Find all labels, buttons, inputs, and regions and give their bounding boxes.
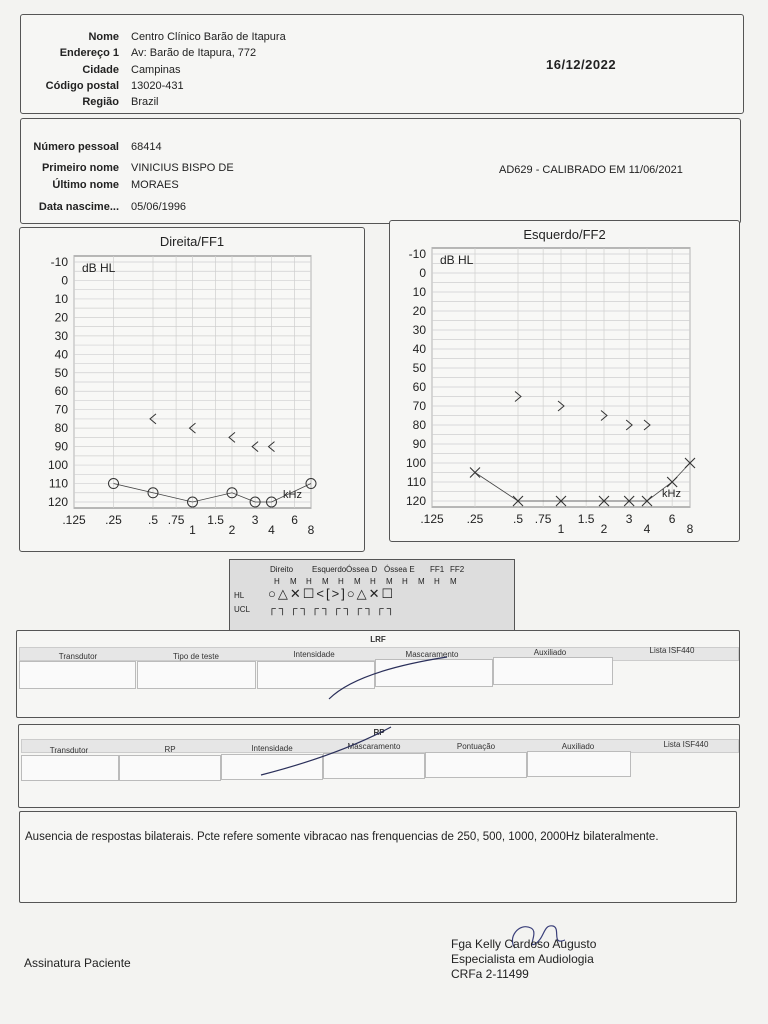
rp-col-rp: RP xyxy=(164,745,176,754)
x-tick-label: .125 xyxy=(420,512,444,526)
y-axis-label: dB HL xyxy=(440,253,474,267)
y-tick-label: 90 xyxy=(54,439,68,454)
x-tick-label: .5 xyxy=(512,512,524,526)
x-tick-label: 3 xyxy=(251,513,259,527)
clinic-region: Brazil xyxy=(131,96,159,108)
legend-sub: M xyxy=(290,577,297,586)
y-tick-label: 40 xyxy=(54,347,68,362)
y-tick-label: 60 xyxy=(54,384,68,399)
clinic-name: Centro Clínico Barão de Itapura xyxy=(131,31,286,43)
x-tick-label: 8 xyxy=(307,523,315,537)
y-tick-label: 110 xyxy=(48,476,68,491)
x-tick-label: 3 xyxy=(625,512,633,526)
y-tick-label: 50 xyxy=(412,361,426,375)
y-tick-label: 110 xyxy=(406,475,426,489)
rp-col-score: Pontuação xyxy=(456,742,496,751)
x-tick-label: .25 xyxy=(105,513,122,527)
x-tick-label: .125 xyxy=(62,513,86,527)
first-name-label: Primeiro nome xyxy=(41,162,119,174)
y-tick-label: 0 xyxy=(61,273,68,288)
legend-sub: H xyxy=(434,577,440,586)
x-tick-label: 1.5 xyxy=(207,513,224,527)
right-chart-title: Direita/FF1 xyxy=(159,234,225,249)
rp-col-list: Lista ISF440 xyxy=(663,740,709,749)
y-tick-label: 70 xyxy=(412,399,426,413)
patient-box xyxy=(20,118,741,224)
y-tick-label: 100 xyxy=(405,456,426,470)
lrf-col-list: Lista ISF440 xyxy=(649,646,695,655)
audiologist-title: Especialista em Audiologia xyxy=(451,952,594,966)
x-tick-label: 6 xyxy=(668,512,676,526)
lrf-title: LRF xyxy=(370,635,386,644)
x-tick-label: 8 xyxy=(686,522,694,536)
y-tick-label: 10 xyxy=(412,285,426,299)
patient-signature-label: Assinatura Paciente xyxy=(24,956,131,970)
clinic-postal-label: Código postal xyxy=(45,80,119,92)
rp-section xyxy=(18,724,740,808)
y-tick-label: 80 xyxy=(412,418,426,432)
audiologist-crfa: CRFa 2-11499 xyxy=(451,967,529,981)
y-tick-label: 20 xyxy=(412,304,426,318)
left-ear-chart xyxy=(389,220,740,542)
patient-id: 68414 xyxy=(131,141,162,153)
y-axis-label: dB HL xyxy=(82,261,116,275)
legend-hl-symbols: ○△✕☐<[>]○△✕☐ xyxy=(268,586,396,601)
legend-sub: M xyxy=(386,577,393,586)
lrf-col-transducer: Transdutor xyxy=(58,652,98,661)
patient-id-label: Número pessoal xyxy=(33,141,119,153)
y-tick-label: 30 xyxy=(412,323,426,337)
y-tick-label: -10 xyxy=(50,255,68,269)
clinic-city: Campinas xyxy=(131,64,181,76)
y-tick-label: 70 xyxy=(54,402,68,417)
lrf-section xyxy=(16,630,740,718)
y-tick-label: 10 xyxy=(54,291,68,306)
dob-label: Data nascime... xyxy=(38,201,119,213)
x-tick-label: .75 xyxy=(534,512,552,526)
x-tick-label: 1 xyxy=(557,522,565,536)
audiologist-name: Fga Kelly Cardoso Augusto xyxy=(451,937,597,951)
y-tick-label: 40 xyxy=(412,342,426,356)
legend-ucl-symbols: ┌┐┌┐┌┐┌┐┌┐┌┐ xyxy=(268,603,398,615)
rp-col-masking: Mascaramento xyxy=(347,742,401,751)
y-tick-label: 100 xyxy=(47,458,68,473)
legend-header: FF2 xyxy=(450,565,465,574)
y-tick-label: 30 xyxy=(54,328,68,343)
dob: 05/06/1996 xyxy=(131,201,187,213)
legend-sub: H xyxy=(338,577,344,586)
x-axis-unit: kHz xyxy=(283,489,302,501)
rp-col-aided: Auxiliado xyxy=(561,742,595,751)
legend-sub: H xyxy=(370,577,376,586)
report-date: 16/12/2022 xyxy=(546,57,617,72)
y-tick-label: 120 xyxy=(405,494,426,508)
legend-sub: H xyxy=(402,577,408,586)
left-chart-title: Esquerdo/FF2 xyxy=(523,227,606,242)
rp-col-transducer: Transdutor xyxy=(49,746,89,755)
x-tick-label: .5 xyxy=(147,513,159,527)
legend-sub: H xyxy=(274,577,280,586)
legend-header: Esquerdo xyxy=(312,565,347,574)
clinic-postal: 13020-431 xyxy=(131,80,184,92)
x-tick-label: .75 xyxy=(167,513,185,527)
lrf-col-aided: Auxiliado xyxy=(533,648,567,657)
legend-header: Óssea D xyxy=(346,565,378,574)
x-tick-label: 6 xyxy=(291,513,298,527)
legend-sub: M xyxy=(322,577,329,586)
rp-strike-line xyxy=(19,725,739,807)
legend-header: FF1 xyxy=(430,565,445,574)
y-tick-label: -10 xyxy=(408,247,426,261)
right-ear-chart xyxy=(19,227,365,552)
y-tick-label: 120 xyxy=(47,495,68,509)
y-tick-label: 60 xyxy=(412,380,426,394)
x-tick-label: 4 xyxy=(268,523,275,537)
legend-sub: M xyxy=(418,577,425,586)
clinic-box xyxy=(20,14,744,114)
legend-header: Óssea E xyxy=(384,565,415,574)
rp-title: RP xyxy=(373,728,385,737)
legend-sub: H xyxy=(306,577,312,586)
last-name-label: Último nome xyxy=(52,179,119,191)
y-tick-label: 0 xyxy=(419,266,426,280)
clinic-address: Av: Barão de Itapura, 772 xyxy=(131,47,257,59)
legend-header: Direito xyxy=(270,565,294,574)
lrf-col-test-type: Tipo de teste xyxy=(173,652,219,661)
clinic-address-label: Endereço 1 xyxy=(59,47,119,59)
lrf-col-intensity: Intensidade xyxy=(293,650,335,659)
legend-sub: M xyxy=(450,577,457,586)
first-name: VINICIUS BISPO DE xyxy=(131,162,234,174)
legend-sub: M xyxy=(354,577,361,586)
legend-row-ucl: UCL xyxy=(234,605,251,614)
rp-col-intensity: Intensidade xyxy=(251,744,293,753)
x-tick-label: 1 xyxy=(189,523,196,537)
x-tick-label: 1.5 xyxy=(577,512,595,526)
y-tick-label: 20 xyxy=(54,310,68,325)
x-tick-label: 2 xyxy=(600,522,608,536)
y-tick-label: 80 xyxy=(54,421,68,436)
last-name: MORAES xyxy=(131,179,179,191)
left-audiogram-svg xyxy=(390,221,739,541)
x-axis-unit: kHz xyxy=(662,488,681,500)
symbol-legend xyxy=(229,559,515,631)
x-tick-label: 2 xyxy=(228,523,236,537)
y-tick-label: 90 xyxy=(412,437,426,451)
clinic-city-label: Cidade xyxy=(82,64,119,76)
clinic-name-label: Nome xyxy=(88,31,119,43)
clinic-region-label: Região xyxy=(82,96,119,108)
x-tick-label: 4 xyxy=(643,522,651,536)
legend-svg xyxy=(230,560,514,630)
notes-text: Ausencia de respostas bilaterais. Pcte refere somente vibracao nas frenquencias de 250, 500, 1000, 2000Hz bilateralmente. xyxy=(25,831,659,843)
device-calibration: AD629 - CALIBRADO EM 11/06/2021 xyxy=(499,164,683,176)
right-audiogram-svg xyxy=(20,228,364,551)
notes-box xyxy=(19,811,737,903)
lrf-col-masking: Mascaramento xyxy=(405,650,459,659)
y-tick-label: 50 xyxy=(54,365,68,380)
x-tick-label: .25 xyxy=(466,512,484,526)
lrf-strike-line xyxy=(17,631,739,717)
legend-row-hl: HL xyxy=(234,591,245,600)
